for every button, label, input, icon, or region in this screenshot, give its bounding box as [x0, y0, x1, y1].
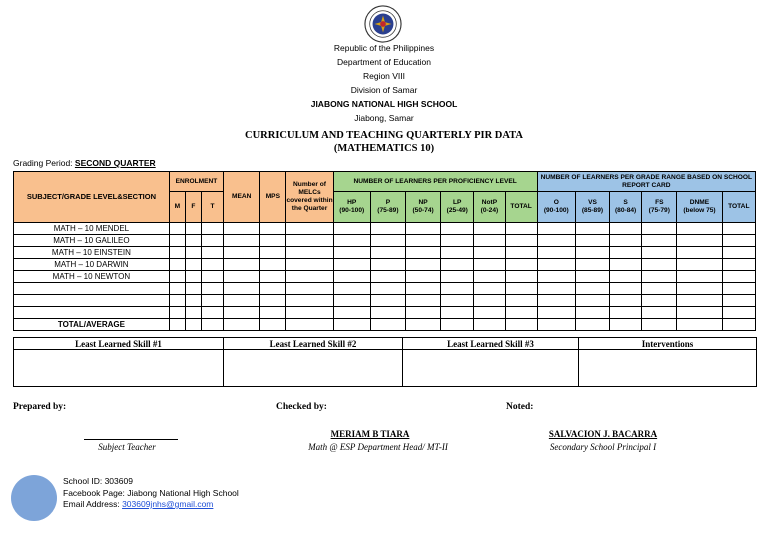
grade-range: (90-100)	[543, 207, 569, 214]
data-cell[interactable]	[370, 223, 405, 235]
section-name: MATH – 10 DARWIN	[14, 259, 170, 271]
data-cell[interactable]	[610, 259, 642, 271]
data-cell[interactable]	[441, 223, 474, 235]
data-cell[interactable]	[406, 271, 441, 283]
data-cell[interactable]	[286, 235, 333, 247]
email-link[interactable]: 303609jnhs@gmail.com	[122, 499, 214, 509]
grade-code: O	[553, 199, 559, 206]
total-average-label: TOTAL/AVERAGE	[14, 319, 170, 331]
data-cell[interactable]	[286, 307, 333, 319]
section-name: MATH – 10 NEWTON	[14, 271, 170, 283]
skill-2-header: Least Learned Skill #2	[224, 338, 403, 350]
data-cell[interactable]	[260, 235, 286, 247]
header-region: Region VIII	[362, 71, 406, 81]
prof-code: NP	[418, 199, 428, 206]
prepared-position: Subject Teacher	[98, 442, 156, 452]
data-cell[interactable]	[441, 271, 474, 283]
grade-code: S	[623, 199, 628, 206]
grade-range: (80-84)	[614, 207, 637, 214]
data-cell[interactable]	[201, 223, 223, 235]
skill-2-cell[interactable]	[224, 350, 403, 387]
col-enrolment: ENROLMENT	[169, 172, 223, 192]
col-enrol-m: M	[169, 192, 185, 223]
data-cell[interactable]	[169, 283, 185, 295]
least-learned-skills-table	[13, 337, 757, 387]
header-school: JIABONG NATIONAL HIGH SCHOOL	[310, 99, 458, 109]
grade-code: DNME	[689, 199, 710, 206]
data-cell[interactable]	[610, 295, 642, 307]
data-cell[interactable]	[505, 307, 537, 319]
data-cell[interactable]	[610, 247, 642, 259]
data-cell[interactable]	[474, 259, 505, 271]
data-cell[interactable]	[537, 271, 575, 283]
pir-data-table	[13, 171, 756, 331]
data-cell[interactable]	[406, 259, 441, 271]
data-cell[interactable]	[575, 235, 609, 247]
data-cell[interactable]	[333, 235, 370, 247]
prof-code: NotP	[481, 199, 498, 206]
data-cell[interactable]	[169, 247, 185, 259]
school-logo-placeholder	[11, 475, 57, 521]
header-department: Department of Education	[336, 57, 432, 67]
grading-period	[13, 158, 156, 168]
data-cell[interactable]	[537, 259, 575, 271]
data-cell[interactable]	[333, 295, 370, 307]
skill-3-cell[interactable]	[403, 350, 579, 387]
data-cell[interactable]	[537, 295, 575, 307]
page-subtitle: (MATHEMATICS 10)	[333, 143, 435, 154]
data-cell[interactable]	[260, 259, 286, 271]
data-cell[interactable]	[722, 283, 755, 295]
data-cell[interactable]	[333, 307, 370, 319]
data-cell[interactable]	[286, 223, 333, 235]
data-cell[interactable]	[169, 271, 185, 283]
data-cell[interactable]	[169, 295, 185, 307]
col-proficiency: NUMBER OF LEARNERS PER PROFICIENCY LEVEL	[333, 172, 537, 192]
data-cell[interactable]	[406, 223, 441, 235]
email-label: Email Address:	[63, 499, 123, 509]
table-row	[14, 295, 756, 307]
data-cell[interactable]	[224, 247, 260, 259]
footer-contact	[63, 476, 239, 511]
data-cell[interactable]	[505, 295, 537, 307]
skill-1-cell[interactable]	[14, 350, 224, 387]
data-cell[interactable]	[610, 235, 642, 247]
data-cell[interactable]	[722, 307, 755, 319]
data-cell[interactable]	[260, 247, 286, 259]
data-cell[interactable]	[575, 283, 609, 295]
section-name	[14, 307, 170, 319]
table-row	[14, 283, 756, 295]
data-cell[interactable]	[286, 247, 333, 259]
data-cell[interactable]	[575, 295, 609, 307]
col-prof-total: TOTAL	[505, 192, 537, 223]
skill-3-header: Least Learned Skill #3	[403, 338, 579, 350]
data-cell[interactable]	[185, 235, 201, 247]
data-cell[interactable]	[642, 307, 677, 319]
data-cell[interactable]	[642, 259, 677, 271]
data-cell[interactable]	[286, 295, 333, 307]
data-cell[interactable]	[185, 283, 201, 295]
section-name: MATH – 10 MENDEL	[14, 223, 170, 235]
data-cell[interactable]	[260, 295, 286, 307]
header-republic: Republic of the Philippines	[333, 43, 435, 53]
data-cell[interactable]	[260, 307, 286, 319]
data-cell[interactable]	[505, 259, 537, 271]
data-cell[interactable]	[537, 247, 575, 259]
data-cell[interactable]	[505, 271, 537, 283]
data-cell[interactable]	[185, 247, 201, 259]
data-cell[interactable]	[224, 235, 260, 247]
col-mps: MPS	[260, 172, 286, 223]
noted-position: Secondary School Principal I	[549, 442, 657, 452]
data-cell[interactable]	[286, 271, 333, 283]
col-grade-total: TOTAL	[722, 192, 755, 223]
data-cell[interactable]	[677, 271, 722, 283]
data-cell[interactable]	[642, 271, 677, 283]
data-cell[interactable]	[370, 235, 405, 247]
data-cell[interactable]	[677, 223, 722, 235]
data-cell[interactable]	[224, 307, 260, 319]
data-cell[interactable]	[333, 259, 370, 271]
data-cell[interactable]	[169, 223, 185, 235]
col-enrol-t: T	[201, 192, 223, 223]
data-cell[interactable]	[185, 259, 201, 271]
data-cell[interactable]	[286, 283, 333, 295]
data-cell[interactable]	[474, 223, 505, 235]
data-cell[interactable]	[610, 223, 642, 235]
data-cell[interactable]	[677, 235, 722, 247]
data-cell[interactable]	[441, 247, 474, 259]
data-cell[interactable]	[185, 307, 201, 319]
data-cell[interactable]	[185, 223, 201, 235]
data-cell[interactable]	[333, 271, 370, 283]
prepared-by-label: Prepared by:	[13, 402, 67, 412]
data-cell[interactable]	[505, 283, 537, 295]
data-cell[interactable]	[441, 259, 474, 271]
grade-range: (75-79)	[648, 207, 670, 214]
data-cell[interactable]	[537, 223, 575, 235]
noted-label: Noted:	[506, 402, 534, 412]
data-cell[interactable]	[474, 271, 505, 283]
grade-range: (85-89)	[581, 207, 604, 214]
interventions-header: Interventions	[579, 338, 757, 350]
data-cell[interactable]	[260, 223, 286, 235]
data-cell[interactable]	[505, 223, 537, 235]
section-name	[14, 283, 170, 295]
deped-seal-icon	[364, 5, 402, 43]
data-cell[interactable]	[406, 307, 441, 319]
prof-code: LP	[453, 199, 462, 206]
data-cell[interactable]	[370, 271, 405, 283]
data-cell[interactable]	[575, 247, 609, 259]
data-cell[interactable]	[224, 271, 260, 283]
col-mean: MEAN	[224, 172, 260, 223]
data-cell[interactable]	[722, 271, 755, 283]
prof-range: (50-74)	[412, 207, 434, 214]
signature-line	[84, 439, 178, 440]
data-cell[interactable]	[610, 271, 642, 283]
data-cell[interactable]	[201, 307, 223, 319]
data-cell[interactable]	[201, 295, 223, 307]
data-cell[interactable]	[370, 283, 405, 295]
data-cell[interactable]	[185, 271, 201, 283]
prof-code: HP	[347, 199, 357, 206]
col-grade-o	[537, 192, 575, 223]
data-cell[interactable]	[169, 259, 185, 271]
prof-range: (75-89)	[377, 207, 399, 214]
data-cell[interactable]	[677, 247, 722, 259]
data-cell[interactable]	[474, 247, 505, 259]
data-cell[interactable]	[224, 283, 260, 295]
prof-range: (0-24)	[480, 207, 499, 214]
data-cell[interactable]	[575, 271, 609, 283]
grade-code: VS	[588, 199, 597, 206]
data-cell[interactable]	[406, 295, 441, 307]
table-row	[14, 247, 756, 259]
col-enrol-f: F	[185, 192, 201, 223]
data-cell[interactable]	[406, 283, 441, 295]
col-prof-np	[406, 192, 441, 223]
header-town: Jiabong, Samar	[354, 113, 414, 123]
data-cell[interactable]	[201, 247, 223, 259]
data-cell[interactable]	[722, 223, 755, 235]
data-cell[interactable]	[370, 295, 405, 307]
table-row	[14, 223, 756, 235]
data-cell[interactable]	[169, 235, 185, 247]
col-grade-dnme	[677, 192, 722, 223]
checked-name: MERIAM B TIARA	[330, 429, 410, 439]
data-cell[interactable]	[286, 259, 333, 271]
skill-1-header: Least Learned Skill #1	[14, 338, 224, 350]
data-cell[interactable]	[505, 247, 537, 259]
data-cell[interactable]	[333, 283, 370, 295]
table-row	[14, 235, 756, 247]
data-cell[interactable]	[537, 307, 575, 319]
data-cell[interactable]	[441, 283, 474, 295]
data-cell[interactable]	[224, 223, 260, 235]
data-cell[interactable]	[677, 283, 722, 295]
section-name: MATH – 10 GALILEO	[14, 235, 170, 247]
table-row	[14, 259, 756, 271]
data-cell[interactable]	[642, 223, 677, 235]
col-grade-fs	[642, 192, 677, 223]
data-cell[interactable]	[722, 247, 755, 259]
data-cell[interactable]	[537, 283, 575, 295]
data-cell[interactable]	[474, 295, 505, 307]
col-subject: SUBJECT/GRADE LEVEL&SECTION	[14, 172, 170, 223]
data-cell[interactable]	[610, 307, 642, 319]
data-cell[interactable]	[224, 259, 260, 271]
data-cell[interactable]	[575, 223, 609, 235]
col-grade-s	[610, 192, 642, 223]
data-cell[interactable]	[474, 307, 505, 319]
data-cell[interactable]	[505, 235, 537, 247]
data-cell[interactable]	[333, 247, 370, 259]
data-cell[interactable]	[474, 283, 505, 295]
data-cell[interactable]	[441, 235, 474, 247]
data-cell[interactable]	[722, 295, 755, 307]
email-line	[63, 499, 239, 511]
data-cell[interactable]	[722, 235, 755, 247]
data-cell[interactable]	[642, 295, 677, 307]
data-cell[interactable]	[677, 259, 722, 271]
data-cell[interactable]	[201, 235, 223, 247]
col-prof-notp	[474, 192, 505, 223]
data-cell[interactable]	[201, 283, 223, 295]
prof-range: (25-49)	[446, 207, 468, 214]
grade-range: (below 75)	[683, 207, 716, 214]
data-cell[interactable]	[537, 235, 575, 247]
data-cell[interactable]	[642, 283, 677, 295]
school-id: School ID: 303609	[63, 476, 133, 486]
table-row	[14, 271, 756, 283]
data-cell[interactable]	[201, 259, 223, 271]
data-cell[interactable]	[575, 307, 609, 319]
data-cell[interactable]	[169, 307, 185, 319]
col-prof-hp	[333, 192, 370, 223]
data-cell[interactable]	[441, 295, 474, 307]
data-cell[interactable]	[642, 235, 677, 247]
checked-position: Math @ ESP Department Head/ MT-II	[308, 442, 448, 452]
noted-name: SALVACION J. BACARRA	[548, 429, 658, 439]
data-cell[interactable]	[575, 259, 609, 271]
data-cell[interactable]	[370, 259, 405, 271]
data-cell[interactable]	[610, 283, 642, 295]
data-cell[interactable]	[406, 247, 441, 259]
data-cell[interactable]	[370, 247, 405, 259]
data-cell[interactable]	[722, 259, 755, 271]
col-prof-p	[370, 192, 405, 223]
grading-period-label: Grading Period:	[13, 158, 75, 168]
data-cell[interactable]	[260, 283, 286, 295]
section-name: MATH – 10 EINSTEIN	[14, 247, 170, 259]
col-grade-vs	[575, 192, 609, 223]
data-cell[interactable]	[677, 295, 722, 307]
data-cell[interactable]	[260, 271, 286, 283]
data-cell[interactable]	[370, 307, 405, 319]
table-row	[14, 307, 756, 319]
data-cell[interactable]	[474, 235, 505, 247]
facebook-page: Facebook Page: Jiabong National High School	[63, 487, 239, 498]
section-name	[14, 295, 170, 307]
col-melcs: Number of MELCs covered within the Quarter	[286, 172, 333, 223]
data-cell[interactable]	[224, 295, 260, 307]
interventions-cell[interactable]	[579, 350, 757, 387]
data-cell[interactable]	[441, 307, 474, 319]
grade-code: FS	[655, 199, 664, 206]
checked-by-label: Checked by:	[276, 402, 327, 412]
data-cell[interactable]	[677, 307, 722, 319]
col-prof-lp	[441, 192, 474, 223]
data-cell[interactable]	[185, 295, 201, 307]
col-grade-range: NUMBER OF LEARNERS PER GRADE RANGE BASED ON SCHOOL REPORT CARD	[537, 172, 755, 192]
page-title: CURRICULUM AND TEACHING QUARTERLY PIR DATA	[244, 130, 523, 141]
header-division: Division of Samar	[350, 85, 418, 95]
prof-range: (90-100)	[339, 207, 365, 214]
prof-code: P	[385, 199, 391, 206]
data-cell[interactable]	[406, 235, 441, 247]
data-cell[interactable]	[642, 247, 677, 259]
data-cell[interactable]	[333, 223, 370, 235]
grading-period-value: SECOND QUARTER	[74, 158, 156, 168]
data-cell[interactable]	[201, 271, 223, 283]
